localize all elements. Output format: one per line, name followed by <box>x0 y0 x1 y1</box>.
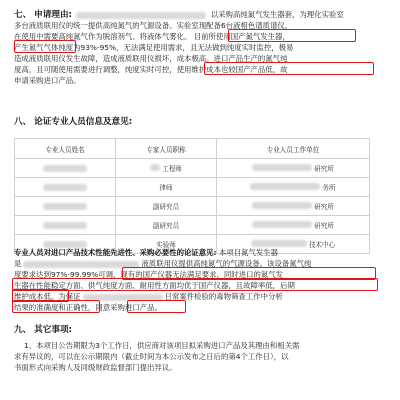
unit-text: 研究所 <box>314 221 334 230</box>
table-header-row <box>15 139 370 159</box>
redacted-unit <box>251 240 307 247</box>
section-7-line-7: 申请采购进口产品。 <box>14 76 81 85</box>
name-cell <box>15 216 116 235</box>
title-text: 律师 <box>159 184 173 192</box>
unit-text: 技术中心 <box>308 240 336 249</box>
unit-cell <box>217 197 370 216</box>
table-row <box>15 197 370 216</box>
section-9-line-2: 求有异议的，可以在公示期限内（截止时间为本公示发布之日后的第4个工作日），以 <box>14 352 289 361</box>
redacted-text <box>76 12 206 19</box>
name-cell <box>15 197 116 216</box>
section-7-text-6-end: ，故 <box>272 65 288 74</box>
section-7-heading: 七、 申请理由: <box>14 10 72 20</box>
section-8-heading: 八、 论证专业人员信息及意见: <box>14 117 133 127</box>
opinion-line-3 <box>14 270 283 279</box>
title-text: 实验师 <box>156 241 176 249</box>
section-7-line-6 <box>14 65 288 74</box>
redacted-unit <box>252 202 312 209</box>
title-text: 副研究员 <box>152 222 180 230</box>
name-cell <box>15 178 116 197</box>
section-9-heading: 九、 其它事项: <box>14 325 72 335</box>
section-7-text-1: 以采购高纯氮气发生器套，为理化实验室 <box>210 10 344 19</box>
opinion-text-5a: 为保证 <box>58 292 81 301</box>
column-header-name: 专业人员姓名 <box>15 139 116 159</box>
experts-table <box>14 138 370 254</box>
unit-text: 研究所 <box>314 164 334 173</box>
section-7-highlight-2: 使用维护成本也较国产产品低 <box>176 65 273 74</box>
section-7-line-2: 多台液质联用仪的统一提供高纯氮气的气源设备。实验室现配备6台液相色谱质谱仪， <box>14 21 293 30</box>
section-7-line-3 <box>14 32 290 41</box>
column-header-unit: 专业人员工作单位 <box>217 139 370 159</box>
opinion-highlight-1: 现有的国产仪器无法满足要求，同时进口的氮气发 <box>120 270 284 279</box>
unit-text: 研究所 <box>314 202 334 211</box>
redacted-name <box>43 222 87 229</box>
opinion-text-1: 本项目氮气发生器 <box>218 248 279 257</box>
section-7-text-3: 在使用中需要高纯氮气作为脱溶剂气、将液体气雾化。 <box>14 32 192 41</box>
unit-cell <box>217 178 370 197</box>
opinion-text-6-end: 。 <box>154 303 162 312</box>
section-7-text-6: 度高，且可随使用需要进行调整，纯度实时可控， <box>14 65 177 74</box>
table-row <box>15 159 370 178</box>
title-text: 工程师 <box>162 164 182 173</box>
opinion-line-4: 生器在性能稳定方面、供气纯度方面、耐用性方面均优于国产仪器，且故障率低，后期 <box>14 281 295 290</box>
redacted-text <box>83 294 163 301</box>
section-7-highlight-1: 目前所使用国产氮气发生器， <box>193 32 290 41</box>
title-cell <box>116 197 217 216</box>
opinion-text-2b: 液质联用仪提供高纯氮气的气源设备。该设备氮气纯 <box>141 259 312 268</box>
section-9-line-1: 1、本项目公告期限为3个工作日，供应商对该项目拟采购进口产品及其理由和相关需 <box>24 341 300 350</box>
table-row <box>15 216 370 235</box>
section-7-line-4: 产生氮气气体纯度为93%-95%，无法满足使用需求，且无法做到纯度实时监控，极易 <box>14 43 294 52</box>
redacted-text <box>23 261 139 268</box>
redacted-unit <box>252 221 312 228</box>
opinion-highlight-4: 采购进口产品 <box>110 303 155 312</box>
section-7-line-1 <box>14 10 344 20</box>
redacted-text <box>150 164 160 171</box>
unit-text: 务所 <box>322 183 336 192</box>
title-cell <box>116 216 217 235</box>
unit-cell <box>217 159 370 178</box>
title-cell <box>116 178 217 197</box>
redacted-name <box>43 203 87 210</box>
opinion-line-6 <box>14 303 162 312</box>
section-9-line-3: 书面形式向采购人及同级财政监督部门提出异议。 <box>14 363 177 372</box>
opinion-line-5 <box>14 292 283 301</box>
opinion-line-2 <box>14 259 311 268</box>
title-cell <box>116 159 217 178</box>
unit-cell <box>217 216 370 235</box>
opinion-highlight-2: 维护成本低。 <box>14 292 59 301</box>
opinion-text-6: ，同意 <box>87 303 111 312</box>
opinion-text-2a: 是 <box>14 259 22 268</box>
redacted-name <box>43 184 87 191</box>
opinion-text-5b: 日常案件检验的毒物筛查工作中分析 <box>164 292 283 301</box>
section-7-line-5: 造成液质联用仪发生故障，造成液质联用仪损坏，成本极高。进口产品生产的氮气纯 <box>14 54 288 63</box>
redacted-name <box>43 165 87 172</box>
opinion-text-3: 度要求达到97%-99.99%可调， <box>14 270 121 279</box>
table-row <box>15 178 370 197</box>
title-text: 副研究员 <box>152 203 180 211</box>
name-cell <box>15 159 116 178</box>
opinion-line-1 <box>14 248 278 257</box>
redacted-unit <box>250 183 320 190</box>
column-header-title: 专家人员职称 <box>116 139 217 159</box>
redacted-name <box>43 241 87 248</box>
redacted-unit <box>252 164 312 171</box>
opinion-heading: 专业人员对进口产品技术性能先进性、采购必要性的论证意见: <box>14 248 217 257</box>
opinion-highlight-3: 结果的准确度和正确性 <box>14 303 88 312</box>
